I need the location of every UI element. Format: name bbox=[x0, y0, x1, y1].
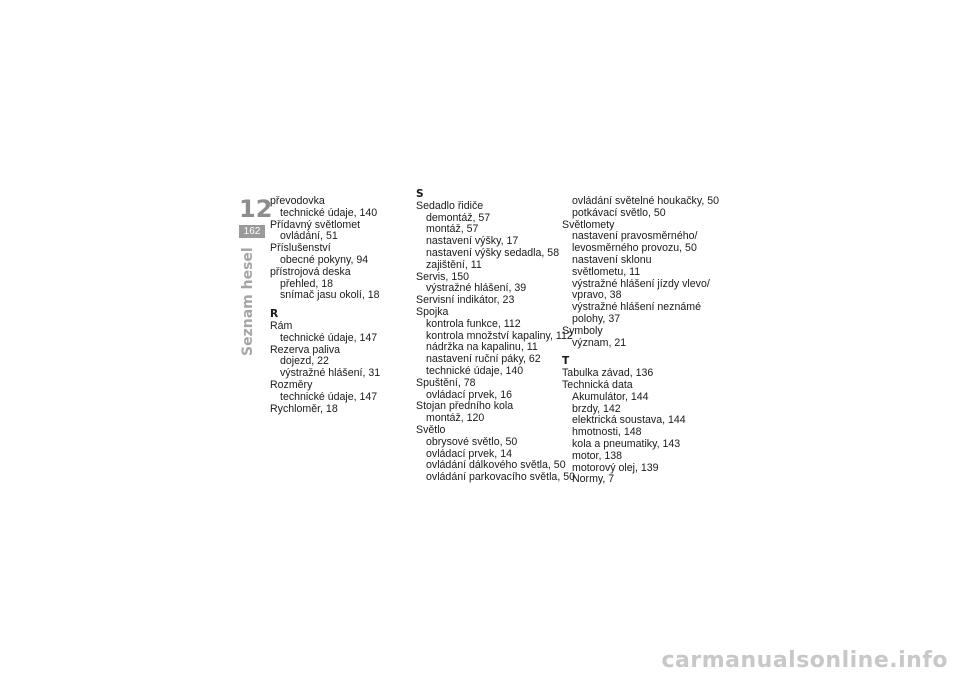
index-subentry: elektrická soustava, 144 bbox=[572, 414, 686, 427]
page-number: 162 bbox=[239, 225, 265, 238]
index-subentry: ovládací prvek, 14 bbox=[426, 447, 512, 460]
index-subentry: nastavení ruční páky, 62 bbox=[426, 353, 541, 366]
index-entry: Příslušenství bbox=[270, 242, 331, 255]
index-entry: Servisní indikátor, 23 bbox=[416, 294, 515, 307]
index-subentry: Akumulátor, 144 bbox=[572, 390, 649, 403]
index-entry: přístrojová deska bbox=[270, 265, 351, 278]
index-column-2 bbox=[416, 189, 576, 484]
index-subentry: nastavení pravosměrného/ bbox=[572, 230, 698, 243]
index-subentry: kola a pneumatiky, 143 bbox=[572, 437, 681, 450]
index-subentry: ovládací prvek, 16 bbox=[426, 388, 512, 401]
index-subentry: hmotnosti, 148 bbox=[572, 426, 642, 439]
index-entry: Spojka bbox=[416, 305, 449, 318]
index-subentry: technické údaje, 140 bbox=[426, 364, 524, 377]
index-entry: Technická data bbox=[562, 378, 633, 391]
index-subentry: přehled, 18 bbox=[280, 277, 334, 290]
index-subentry: brzdy, 142 bbox=[572, 402, 621, 415]
index-subentry: Normy, 7 bbox=[572, 473, 615, 486]
index-entry: Rychloměr, 18 bbox=[270, 402, 338, 415]
index-subentry: demontáž, 57 bbox=[426, 211, 491, 224]
index-entry: Tabulka závad, 136 bbox=[562, 367, 654, 380]
index-subentry: technické údaje, 140 bbox=[280, 206, 378, 219]
index-subentry: nastavení výšky sedadla, 58 bbox=[426, 246, 560, 259]
index-letter-heading: R bbox=[270, 308, 279, 321]
index-subentry: ovládání dálkového světla, 50 bbox=[426, 459, 566, 472]
index-entry: Světlo bbox=[416, 423, 446, 436]
index-subentry: výstražné hlášení, 39 bbox=[426, 282, 527, 295]
index-entry: převodovka bbox=[270, 195, 325, 207]
index-letter-heading: T bbox=[562, 355, 570, 368]
index-subentry: montáž, 120 bbox=[426, 412, 485, 425]
index-subentry: snímač jasu okolí, 18 bbox=[280, 289, 380, 302]
index-subentry: ovládání světelné houkačky, 50 bbox=[572, 195, 720, 207]
index-subentry: motorový olej, 139 bbox=[572, 461, 659, 474]
index-subentry: nastavení výšky, 17 bbox=[426, 235, 519, 248]
index-entry: Rezerva paliva bbox=[270, 343, 341, 356]
index-subentry: technické údaje, 147 bbox=[280, 331, 378, 344]
index-column-3 bbox=[562, 196, 722, 486]
index-entry: Sedadlo řidiče bbox=[416, 199, 484, 212]
index-subentry: nádržka na kapalinu, 11 bbox=[426, 341, 538, 354]
index-subentry: obrysové světlo, 50 bbox=[426, 435, 518, 448]
index-subentry: vpravo, 38 bbox=[572, 289, 622, 302]
chapter-title: Seznam hesel bbox=[240, 247, 256, 356]
index-subentry: polohy, 37 bbox=[572, 312, 621, 325]
index-subentry: výstražné hlášení jízdy vlevo/ bbox=[572, 277, 710, 290]
index-subentry: kontrola množství kapaliny, 112 bbox=[426, 329, 573, 342]
index-entry: Světlomety bbox=[562, 218, 615, 231]
index-subentry: světlometu, 11 bbox=[572, 265, 641, 278]
index-entry: Přídavný světlomet bbox=[270, 218, 361, 231]
index-subentry: levosměrného provozu, 50 bbox=[572, 242, 697, 255]
index-letter-heading: S bbox=[416, 188, 424, 200]
index-subentry: nastavení sklonu bbox=[572, 253, 652, 266]
index-column-1 bbox=[270, 196, 430, 415]
index-subentry: obecné pokyny, 94 bbox=[280, 253, 369, 266]
index-subentry: ovládání parkovacího světla, 50 bbox=[426, 471, 575, 484]
index-entry: Rám bbox=[270, 319, 293, 332]
index-entry: Stojan předního kola bbox=[416, 400, 514, 413]
index-subentry: ovládání, 51 bbox=[280, 230, 338, 243]
index-subentry: dojezd, 22 bbox=[280, 355, 329, 368]
index-subentry: zajištění, 11 bbox=[426, 258, 482, 271]
index-subentry: montáž, 57 bbox=[426, 223, 479, 236]
index-subentry: potkávací světlo, 50 bbox=[572, 206, 666, 219]
index-entry: Symboly bbox=[562, 324, 603, 337]
index-subentry: motor, 138 bbox=[572, 449, 623, 462]
index-entry: Servis, 150 bbox=[416, 270, 469, 283]
watermark: carmanualsonline.info bbox=[661, 648, 948, 673]
index-entry: Rozměry bbox=[270, 378, 313, 391]
index-entry: Spuštění, 78 bbox=[416, 376, 476, 389]
index-subentry: technické údaje, 147 bbox=[280, 390, 378, 403]
index-subentry: kontrola funkce, 112 bbox=[426, 317, 521, 330]
chapter-number: 12 bbox=[239, 195, 273, 223]
index-subentry: výstražné hlášení, 31 bbox=[280, 367, 381, 380]
index-subentry: význam, 21 bbox=[572, 336, 627, 349]
index-subentry: výstražné hlášení neznámé bbox=[572, 301, 701, 314]
